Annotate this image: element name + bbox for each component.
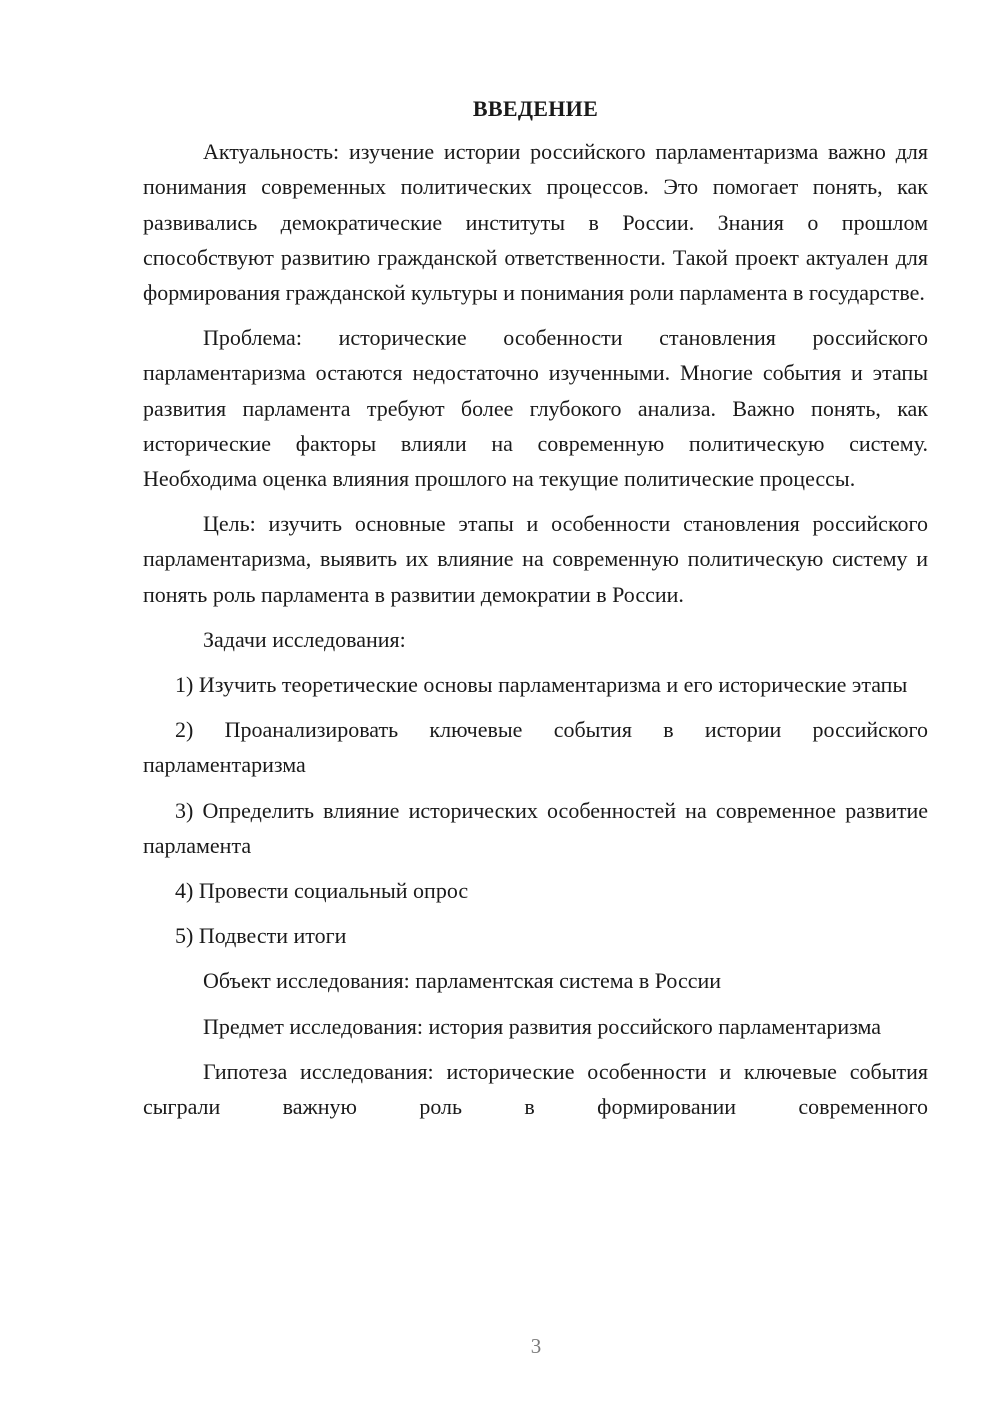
task-item-1: 1) Изучить теоретические основы парламентаризма и его исторические этапы (175, 672, 908, 698)
page-number: 3 (530, 1334, 542, 1358)
page-title: ВВЕДЕНИЕ (472, 96, 599, 121)
problem-paragraph: Проблема: исторические особенности становления российского парламентаризма остаются недостаточно изученными. Многие события и этапы развития парламента требуют более глубокого анализа. Важно понять, как исторические факторы влияли на современную политическую систему. Необходима оценка влияния прошлого на текущие политические процессы. (143, 325, 928, 492)
goal-paragraph: Цель: изучить основные этапы и особенности становления российского парламентаризма, выявить их влияние на современную политическую систему и понять роль парламента в развитии демократии в России. (143, 511, 928, 607)
object-paragraph: Объект исследования: парламентская система в России (203, 968, 722, 994)
document-body (143, 91, 928, 1134)
task-item-4: 4) Провести социальный опрос (175, 878, 469, 904)
hypothesis-paragraph: Гипотеза исследования: исторические особенности и ключевые события сыграли важную роль в формировании современного (143, 1058, 928, 1120)
tasks-heading: Задачи исследования: (203, 626, 406, 652)
task-item-2: 2) Проанализировать ключевые события в истории российского парламентаризма (143, 717, 928, 778)
task-item-3: 3) Определить влияние исторических особенностей на современное развитие парламента (143, 797, 928, 858)
task-item-5: 5) Подвести итоги (175, 923, 347, 949)
subject-paragraph: Предмет исследования: история развития российского парламентаризма (203, 1013, 882, 1039)
relevance-paragraph: Актуальность: изучение истории российского парламентаризма важно для понимания современных политических процессов. Это помогает понять, как развивались демократические институты в России. Знания о прошлом способствуют развитию гражданской ответственности. Такой проект актуален для формирования гражданской культуры и понимания роли парламента в государстве. (143, 139, 928, 306)
